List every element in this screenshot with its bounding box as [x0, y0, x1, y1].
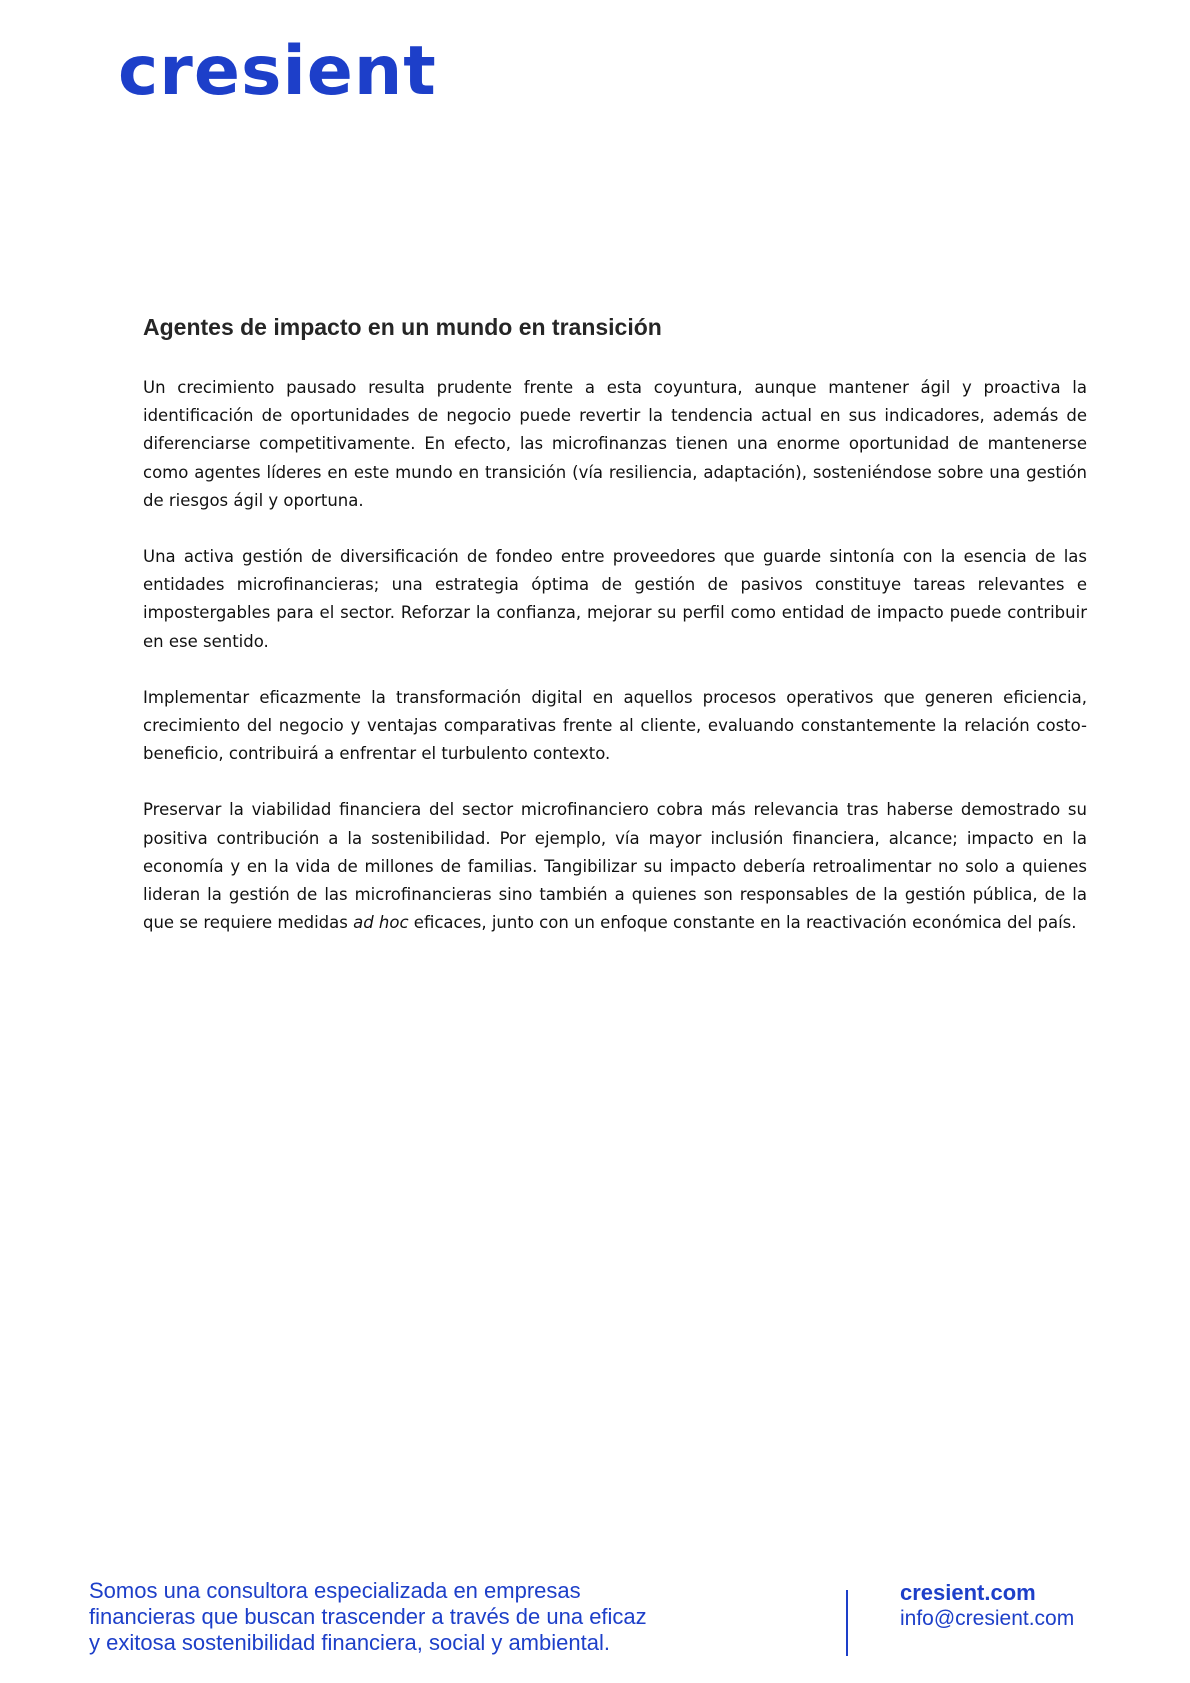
article-title: Agentes de impacto en un mundo en transición: [143, 314, 662, 340]
article: [143, 313, 1087, 965]
paragraph-3: Implementar eficazmente la transformación digital en aquellos procesos operativos que generen eficiencia, crecimiento del negocio y ventajas comparativas frente al cliente, evaluando constantemente la relación costo-beneficio, contribuirá a enfrentar el turbulento contexto.: [143, 687, 1087, 764]
footer-divider: [846, 1590, 848, 1656]
company-logo: cresient: [118, 32, 437, 111]
paragraph-4-text-b: eficaces, junto con un enfoque constante en la reactivación económica del país.: [408, 913, 1077, 933]
paragraph-1: Un crecimiento pausado resulta prudente frente a esta coyuntura, aunque mantener ágil y proactiva la identificación de oportunidades de negocio puede revertir la tendencia actual en sus indicadores, además de diferenciarse competitivamente. En efecto, las microfinanzas tienen una enorme oportunidad de mantenerse como agentes líderes en este mundo en transición (vía resiliencia, adaptación), sosteniéndose sobre una gestión de riesgos ágil y oportuna.: [143, 378, 1087, 510]
tagline-line-2: financieras que buscan trascender a través de una eficaz: [89, 1604, 647, 1629]
tagline-line-3: y exitosa sostenibilidad financiera, social y ambiental.: [89, 1630, 610, 1655]
email-link[interactable]: info@cresient.com: [900, 1607, 1075, 1630]
tagline-line-1: Somos una consultora especializada en empresas: [89, 1578, 581, 1603]
footer-contact: [900, 1580, 1074, 1632]
website-link[interactable]: cresient.com: [900, 1580, 1036, 1605]
paragraph-4-italic: ad hoc: [353, 913, 409, 933]
paragraph-4-text-a: Preservar la viabilidad financiera del sector microfinanciero cobra más relevancia tras haberse demostrado su positiva contribución a la sostenibilidad. Por ejemplo, vía mayor inclusión financiera, alcance; impacto en la economía y en la vida de millones de familias. Tangibilizar su impacto debería retroalimentar no solo a quienes lideran la gestión de las microfinancieras sino también a quienes son responsables de la gestión pública, de la que se requiere medidas: [143, 800, 1087, 933]
paragraph-4: [143, 796, 1087, 937]
footer-tagline: [89, 1578, 729, 1656]
paragraph-2: Una activa gestión de diversificación de fondeo entre proveedores que guarde sintonía con la esencia de las entidades microfinancieras; una estrategia óptima de gestión de pasivos constituye tareas relevantes e impostergables para el sector. Reforzar la confianza, mejorar su perfil como entidad de impacto puede contribuir en ese sentido.: [143, 547, 1087, 651]
